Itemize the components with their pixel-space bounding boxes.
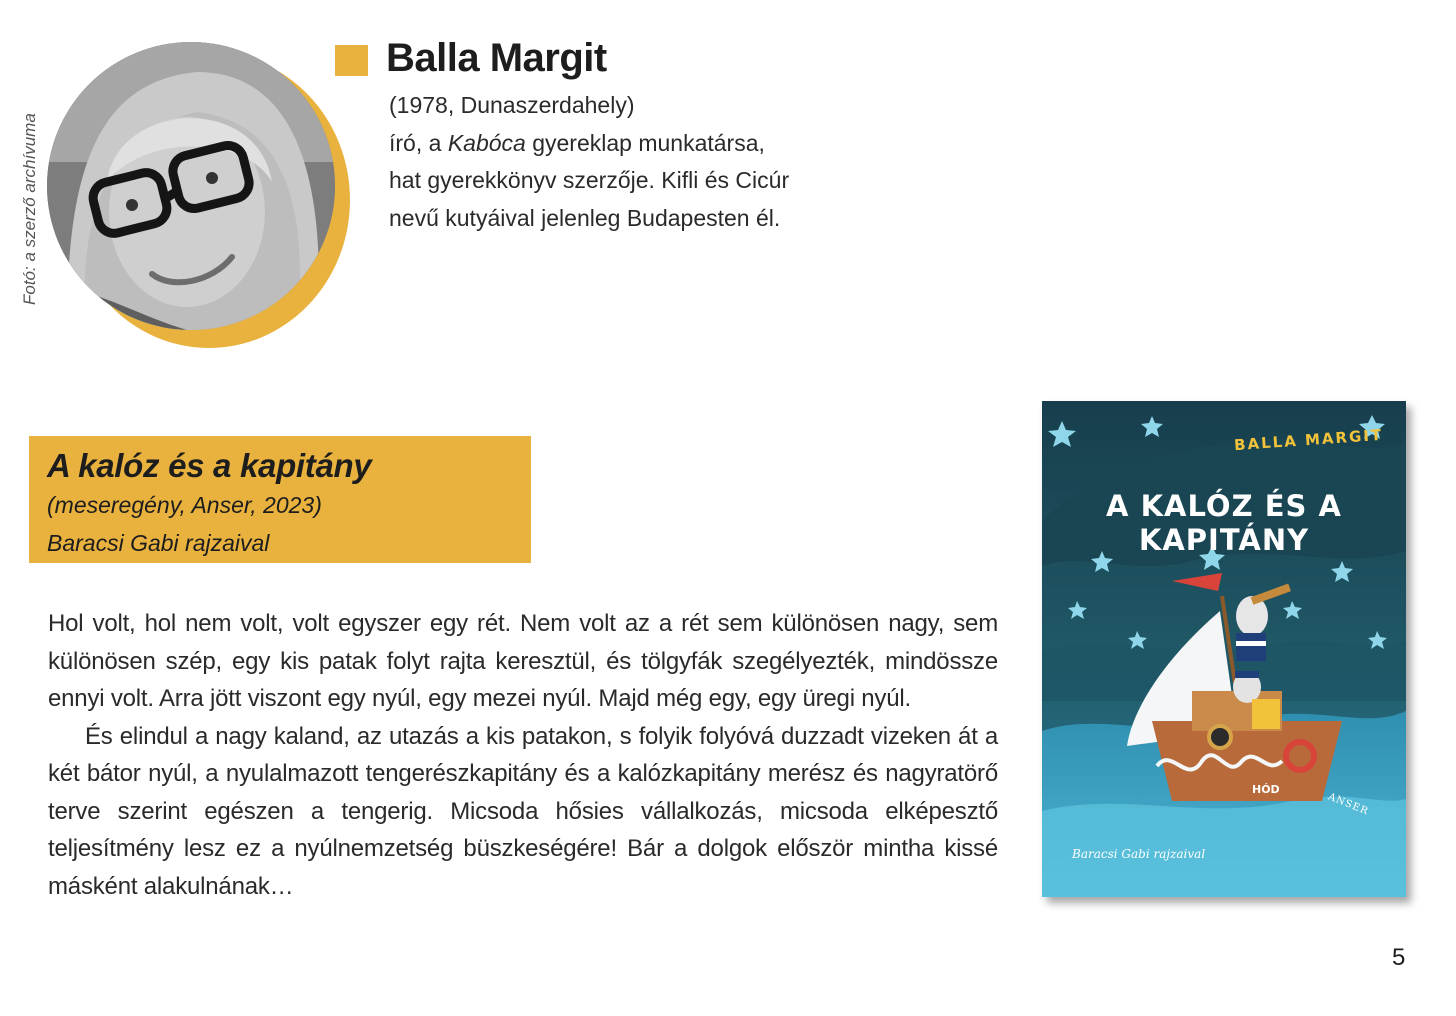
book-excerpt bbox=[48, 605, 998, 905]
book-cover bbox=[1042, 401, 1406, 897]
boat-name: HÓD bbox=[1252, 783, 1280, 796]
cover-illustrator: Baracsi Gabi rajzaival bbox=[1072, 847, 1206, 861]
book-title: A kalóz és a kapitány bbox=[47, 447, 372, 484]
bio-line bbox=[389, 125, 789, 163]
author-bio bbox=[389, 87, 789, 237]
cover-publisher: ANSER bbox=[1326, 791, 1371, 818]
book-illustrator: Baracsi Gabi rajzaival bbox=[47, 530, 270, 556]
bio-line: hat gyerekkönyv szerzője. Kifli és Cicúr bbox=[389, 167, 790, 193]
bio-text: gyereklap munkatársa, bbox=[525, 129, 765, 156]
excerpt-paragraph: És elindul a nagy kaland, az utazás a kis patakon, s folyik folyóvá duzzadt vizeken át a két bátor nyúl, a nyulalmazott tengerészkapitány és a kalózkapitány merész és nagyratörő terve szerint egészen a tengerig. Micsoda hősies vállalkozás, micsoda elképesztő teljesítmény lesz ez a nyúlnemzetség büszkeségére! Bár a dolgok először mintha kissé másként alakulnának… bbox=[48, 722, 998, 900]
cover-author: BALLA MARGIT bbox=[1233, 425, 1384, 455]
book-details: (meseregény, Anser, 2023) bbox=[47, 492, 322, 518]
magazine-name: Kabóca bbox=[447, 129, 526, 156]
author-name: Balla Margit bbox=[386, 36, 607, 80]
author-portrait bbox=[40, 40, 360, 360]
cover-illustration bbox=[1042, 401, 1406, 897]
cover-title: A KALÓZ ÉS A KAPITÁNY bbox=[1106, 489, 1342, 557]
book-info-box bbox=[29, 436, 531, 563]
page-number: 5 bbox=[1392, 944, 1406, 971]
author-photo bbox=[47, 42, 335, 330]
name-marker bbox=[335, 45, 368, 76]
photo-credit: Fotó: a szerző archívuma bbox=[20, 113, 39, 305]
bio-line: (1978, Dunaszerdahely) bbox=[389, 92, 635, 118]
excerpt-paragraph: Hol volt, hol nem volt, volt egyszer egy rét. Nem volt az a rét sem különösen nagy, sem különösen szép, egy kis patak folyt rajta keresztül, és tölgyfák szegélyezték, mindössze ennyi volt. Arra jött viszont egy nyúl, egy mezei nyúl. Majd még egy, egy üregi nyúl. bbox=[48, 610, 998, 712]
bio-text: író, a bbox=[389, 129, 448, 156]
bio-line: nevű kutyáival jelenleg Budapesten él. bbox=[389, 204, 781, 231]
